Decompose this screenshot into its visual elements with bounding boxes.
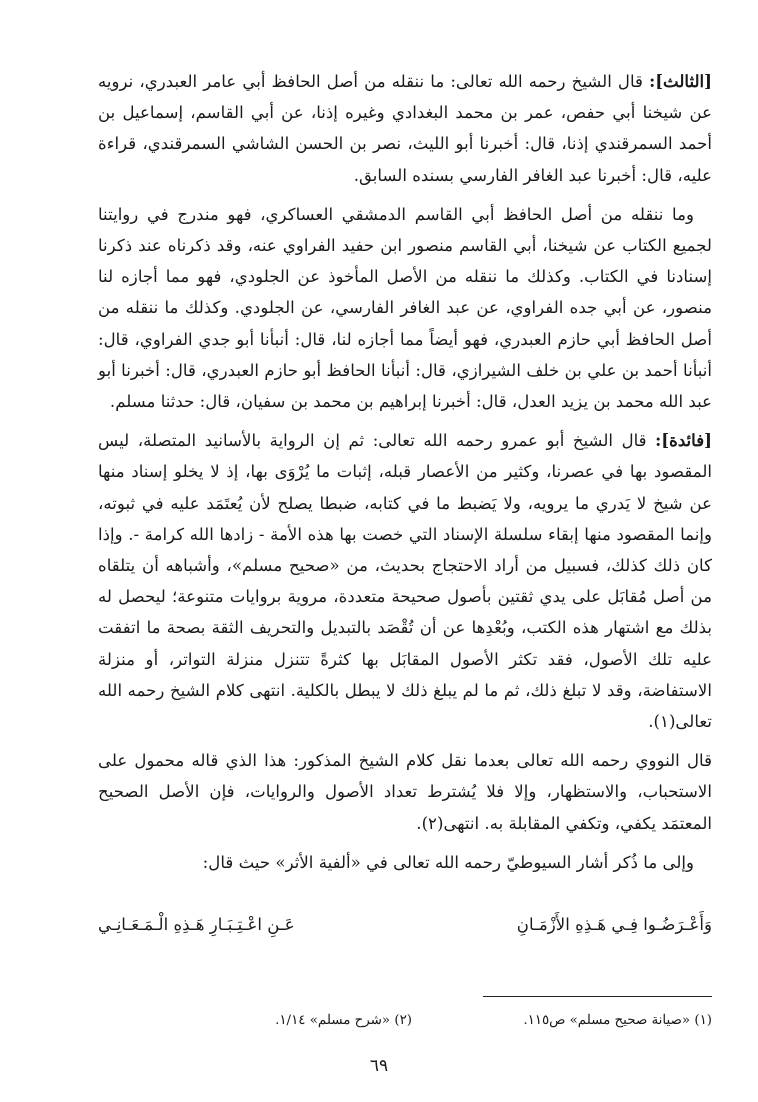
paragraph-text: وإلى ما ذُكر أشار السيوطيّ رحمه الله تعالى في «ألفية الأثر» حيث قال:	[202, 852, 694, 872]
footnotes	[92, 1013, 712, 1037]
paragraph-faida	[98, 425, 712, 737]
paragraph-text: قال الشيخ رحمه الله تعالى: ما ننقله من أصل الحافظ أبي عامر العبدري، نرويه عن شيخنا أبي حفص، عمر بن محمد البغدادي وغيره إذنا، عن أبي القاسم، إسماعيل بن أحمد السمرقندي إذنا، قال: أخبرنا أبو الليث، نصر بن الحسن الشاشي السمرقندي، قراءة عليه، قال: أخبرنا عبد الغافر الفارسي بسنده السابق.	[98, 72, 712, 185]
verse-second-hemistich: عَـنِ اعْـتِـبَـارِ هَـذِهِ الْـمَـعَـانِـي	[98, 915, 295, 934]
page-number: ٦٩	[369, 1056, 389, 1076]
paragraph-nawawi	[98, 745, 712, 839]
main-text	[98, 66, 712, 878]
footnote-2: (٢) «شرح مسلم» ١/١٤.	[275, 1013, 412, 1028]
verse-line	[98, 915, 712, 949]
footnote-divider	[483, 996, 712, 997]
paragraph-asakir-source	[98, 199, 712, 417]
paragraph-text: وما ننقله من أصل الحافظ أبي القاسم الدمشقي العساكري، فهو مندرج في روايتنا لجميع الكتاب عن شيخنا، أبي القاسم منصور ابن حفيد الفراوي عنه، وقد ذكرناه عند ذكرنا إسنادنا في الكتاب. وكذلك ما ننقله من الأصل المأخوذ عن الجلودي، فهو مما أجازه لنا منصور، عن أبي جده الفراوي، عن عبد الغافر الفارسي، عن الجلودي. وكذلك ما ننقله من أصل الحافظ أبي حازم العبدري، فهو أيضاً مما أجازه لنا، قال: أنبأنا أبو جدي الفراوي، قال: أنبأنا أحمد بن علي بن خلف الشيرازي، قال: أنبأنا الحافظ أبو حازم العبدري، قال: أخبرنا أبو عبد الله محمد بن يزيد العدل، قال: أخبرنا إبراهيم بن محمد بن سفيان، قال: حدثنا مسلم.	[98, 204, 712, 412]
paragraph-text: قال الشيخ أبو عمرو رحمه الله تعالى: ثم إن الرواية بالأسانيد المتصلة، ليس المقصود بها في عصرنا، وكثير من الأعصار قبله، إثبات ما يُرْوَى بها، إذ لا يخلو إسناد منها عن شيخ لا يَدري ما يرويه، ولا يَضبط ما في كتابه، ضبطا يصلح لأن يُعتَمَد عليه في ثبوته، وإنما المقصود منها إبقاء سلسلة الإسناد التي خصت بها هذه الأمة - زادها الله كرامة -. وإذا كان ذلك كذلك، فسبيل من أراد الاحتجاج بحديث، من «صحيح مسلم»، وأشباهه أن يتلقاه من أصل مُقابَل على يدي ثقتين بأصول صحيحة متعددة، مروية بروايات متنوعة؛ ليحصل له بذلك مع اشتهار هذه الكتب، وبُعْدِها عن أن تُقْصَد بالتبديل والتحريف الثقة بصحة ما اتفقت عليه تلك الأصول، فقد تكثر الأصول المقابَل بها كثرةً تتنزل منزلة التواتر، أو منزلة الاستفاضة، وقد لا تبلغ ذلك، ثم ما لم يبلغ ذلك لا يبطل بالكلية. انتهى كلام الشيخ رحمه الله تعالى(١).	[98, 431, 712, 732]
footnote-1: (١) «صيانة صحيح مسلم» ص١١٥.	[523, 1013, 712, 1028]
paragraph-suyuti-intro	[98, 847, 712, 878]
verse-first-hemistich: وَأَعْـرَضُـوا فِـي هَـذِهِ الأَزْمَـانِ	[516, 915, 712, 934]
section-lead-faida: [فائدة]:	[655, 430, 712, 451]
paragraph-text: قال النووي رحمه الله تعالى بعدما نقل كلام الشيخ المذكور: هذا الذي قاله محمول على الاستحباب، والاستظهار، وإلا فلا يُشترط تعداد الأصول والروايات، فإن الأصل الصحيح المعتمَد يكفي، وتكفي المقابلة به. انتهى(٢).	[98, 751, 712, 833]
section-lead-third: [الثالث]:	[649, 71, 712, 91]
paragraph-third-source	[98, 66, 712, 191]
